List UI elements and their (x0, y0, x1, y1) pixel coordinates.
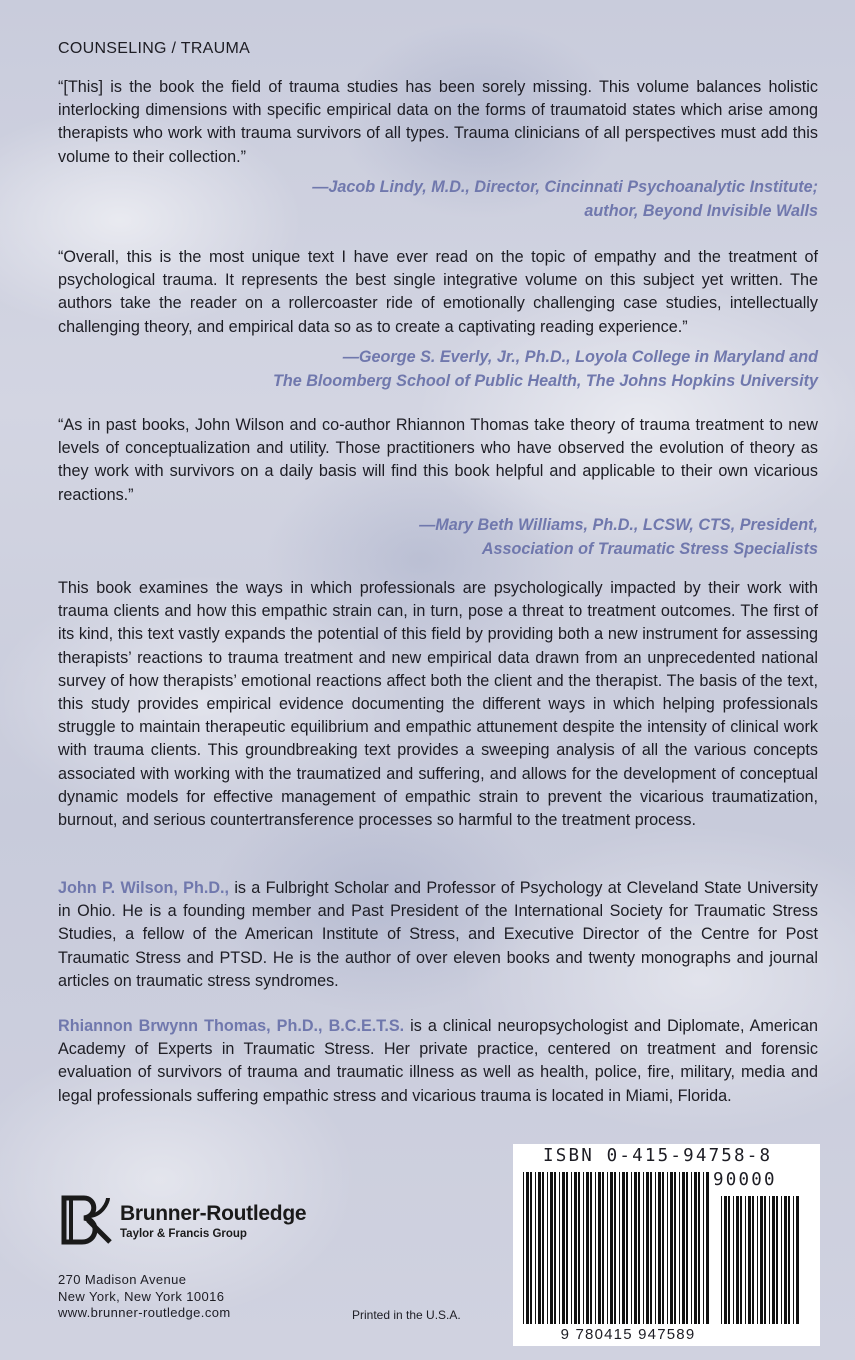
blurb-text: “[This] is the book the field of trauma studies has been sorely missing. This volume balances holistic interlocking dimensions with specific empirical data on the forms of traumatoid states which arise among therapists who work with trauma survivors of all types. Trauma clinicians of all perspectives must add this volume to their collection.” (58, 78, 818, 166)
book-title: Beyond Invisible Walls (642, 201, 818, 220)
barcode-bar (619, 1172, 620, 1324)
author-name: Rhiannon Brwynn Thomas, Ph.D., B.C.E.T.S. (58, 1017, 405, 1035)
barcode-bar (583, 1172, 584, 1324)
barcode-bar (607, 1172, 608, 1324)
printed-in: Printed in the U.S.A. (352, 1308, 461, 1322)
blurb-2 (58, 246, 818, 393)
barcode-bar (662, 1172, 664, 1324)
blurb-attribution: —Mary Beth Williams, Ph.D., LCSW, CTS, President, Association of Traumatic Stress Specialists (419, 515, 818, 558)
barcode-bar (554, 1172, 556, 1324)
barcode-bar (757, 1196, 758, 1324)
barcode-bar (706, 1172, 709, 1324)
barcode-bar (658, 1172, 661, 1324)
barcode-bar (679, 1172, 680, 1324)
barcode-bar (740, 1196, 742, 1324)
barcode-panel (513, 1144, 820, 1346)
barcode-bar (530, 1172, 532, 1324)
barcode-bar (610, 1172, 613, 1324)
barcode-bar (646, 1172, 649, 1324)
barcode-bar (634, 1172, 637, 1324)
blurb-3 (58, 414, 818, 561)
author-bio: is a clinical neuropsychologist and Diplomate, American Academy of Experts in Traumatic Stress. Her private practice, centered on treatment and forensic evaluation of survivors of trauma and traumatic illness as well as health, police, fire, military, media and legal professionals suffering empathic stress and vicarious trauma is located in Miami, Florida. (58, 1017, 818, 1105)
barcode-bar (566, 1172, 568, 1324)
barcode-bar (559, 1172, 560, 1324)
barcode-bar (724, 1196, 727, 1324)
barcode-bar (550, 1172, 553, 1324)
barcode-bar (626, 1172, 628, 1324)
barcode-bar (752, 1196, 754, 1324)
author-bio: is a Fulbright Scholar and Professor of Psychology at Cleveland State University in Ohio. He is a founding member and Past President of the International Society for Traumatic Stress Studies, a fellow of the American Institute of Stress, and Executive Director of the Centre for Post Traumatic Stress and PTSD. He is the author of over eleven books and twenty monographs and journal articles on traumatic stress syndromes. (58, 879, 818, 990)
barcode-bar (745, 1196, 746, 1324)
barcode-bar (667, 1172, 668, 1324)
barcode-bar (760, 1196, 763, 1324)
blurb-attribution: —Jacob Lindy, M.D., Director, Cincinnati Psychoanalytic Institute; author, Beyond Invisible Walls (312, 177, 818, 220)
barcode-bar (598, 1172, 601, 1324)
price-code: 90000 (713, 1170, 777, 1190)
barcode-bar (670, 1172, 673, 1324)
barcode-bar (538, 1172, 541, 1324)
publisher-address: 270 Madison Avenue New York, New York 10016 www.brunner-routledge.com (58, 1272, 231, 1320)
publisher-group: Taylor & Francis Group (120, 1228, 247, 1240)
barcode-bar (643, 1172, 644, 1324)
barcode-bar (562, 1172, 565, 1324)
barcode-bar (614, 1172, 616, 1324)
barcode-bar (736, 1196, 739, 1324)
barcode-bar (748, 1196, 751, 1324)
barcode-bar (574, 1172, 577, 1324)
publisher-logo (58, 1194, 348, 1246)
barcode-bar (776, 1196, 778, 1324)
publisher-name: Brunner-Routledge (120, 1202, 307, 1225)
barcode-bar (535, 1172, 536, 1324)
ean-barcode (521, 1172, 711, 1324)
barcode-bar (523, 1172, 524, 1324)
barcode-bar (784, 1196, 787, 1324)
blurb-text: “Overall, this is the most unique text I have ever read on the topic of empathy and the treatment of psychological trauma. It represents the best single integrative volume on this subject yet written. The authors take the reader on a rollercoaster ride of emotionally challenging case studies, intellectually challenging theory, and empirical data so as to create a captivating reading experience.” (58, 248, 818, 336)
barcode-bar (590, 1172, 592, 1324)
barcode-bar (781, 1196, 782, 1324)
barcode-bar (526, 1172, 529, 1324)
addon-barcode (719, 1196, 803, 1324)
barcode-bar (686, 1172, 688, 1324)
barcode-bar (793, 1196, 794, 1324)
blurb-1 (58, 76, 818, 223)
barcode-bar (542, 1172, 544, 1324)
barcode-bar (796, 1196, 799, 1324)
blurb-text: “As in past books, John Wilson and co-author Rhiannon Thomas take theory of trauma treatment to new levels of conceptualization and utility. Those practitioners who have observed the evolution of theory as they work with survivors on a daily basis will find this book helpful and applicable to their own vicarious reactions.” (58, 416, 818, 504)
category-label: COUNSELING / TRAUMA (58, 40, 251, 57)
barcode-bar (674, 1172, 676, 1324)
barcode-bar (547, 1172, 548, 1324)
barcode-bar (694, 1172, 697, 1324)
barcode-bar (764, 1196, 766, 1324)
barcode-bar (602, 1172, 604, 1324)
barcode-bar (631, 1172, 632, 1324)
barcode-bar (728, 1196, 730, 1324)
br-logo-icon (58, 1194, 114, 1246)
barcode-bar (769, 1196, 770, 1324)
barcode-bar (586, 1172, 589, 1324)
author-bio-2 (58, 1015, 818, 1108)
barcode-bar (578, 1172, 580, 1324)
barcode-bar (733, 1196, 734, 1324)
author-name: John P. Wilson, Ph.D., (58, 879, 230, 897)
barcode-bar (595, 1172, 596, 1324)
barcode-bar (703, 1172, 704, 1324)
author-bio-1 (58, 877, 818, 993)
book-description (58, 577, 818, 832)
barcode-bar (650, 1172, 652, 1324)
barcode-bar (691, 1172, 692, 1324)
barcode-bar (698, 1172, 700, 1324)
barcode-bar (772, 1196, 775, 1324)
barcode-bar (682, 1172, 685, 1324)
ean-digits: 9 780415 947589 (560, 1326, 696, 1343)
blurb-attribution: —George S. Everly, Jr., Ph.D., Loyola College in Maryland and The Bloomberg School of Public Health, The Johns Hopkins University (272, 347, 818, 390)
barcode-bar (622, 1172, 625, 1324)
description-text: This book examines the ways in which professionals are psychologically impacted by their work with trauma clients and how this empathic strain can, in turn, pose a threat to treatment outcomes. The first of its kind, this text vastly expands the potential of this field by providing both a new instrument for assessing therapists’ reactions to trauma treatment and new empirical data drawn from an unprecedented national survey of how therapists’ emotional reactions affect both the client and the therapist. The basis of the text, this study provides empirical evidence documenting the different ways in which helping professionals struggle to maintain therapeutic equilibrium and empathic attunement despite the intensity of clinical work with trauma clients. This groundbreaking text provides a sweeping analysis of all the various concepts associated with working with the traumatized and suffering, and allows for the development of conceptual dynamic models for effective management of empathic strain to prevent the vicarious traumatization, burnout, and serious countertransference processes so harmful to the treatment process. (58, 579, 818, 830)
barcode-bar (788, 1196, 790, 1324)
barcode-bar (721, 1196, 722, 1324)
barcode-bar (571, 1172, 572, 1324)
barcode-bar (638, 1172, 640, 1324)
barcode-bar (655, 1172, 656, 1324)
publisher-url: www.brunner-routledge.com (58, 1305, 231, 1320)
isbn-text: ISBN 0-415-94758-8 (543, 1146, 773, 1166)
